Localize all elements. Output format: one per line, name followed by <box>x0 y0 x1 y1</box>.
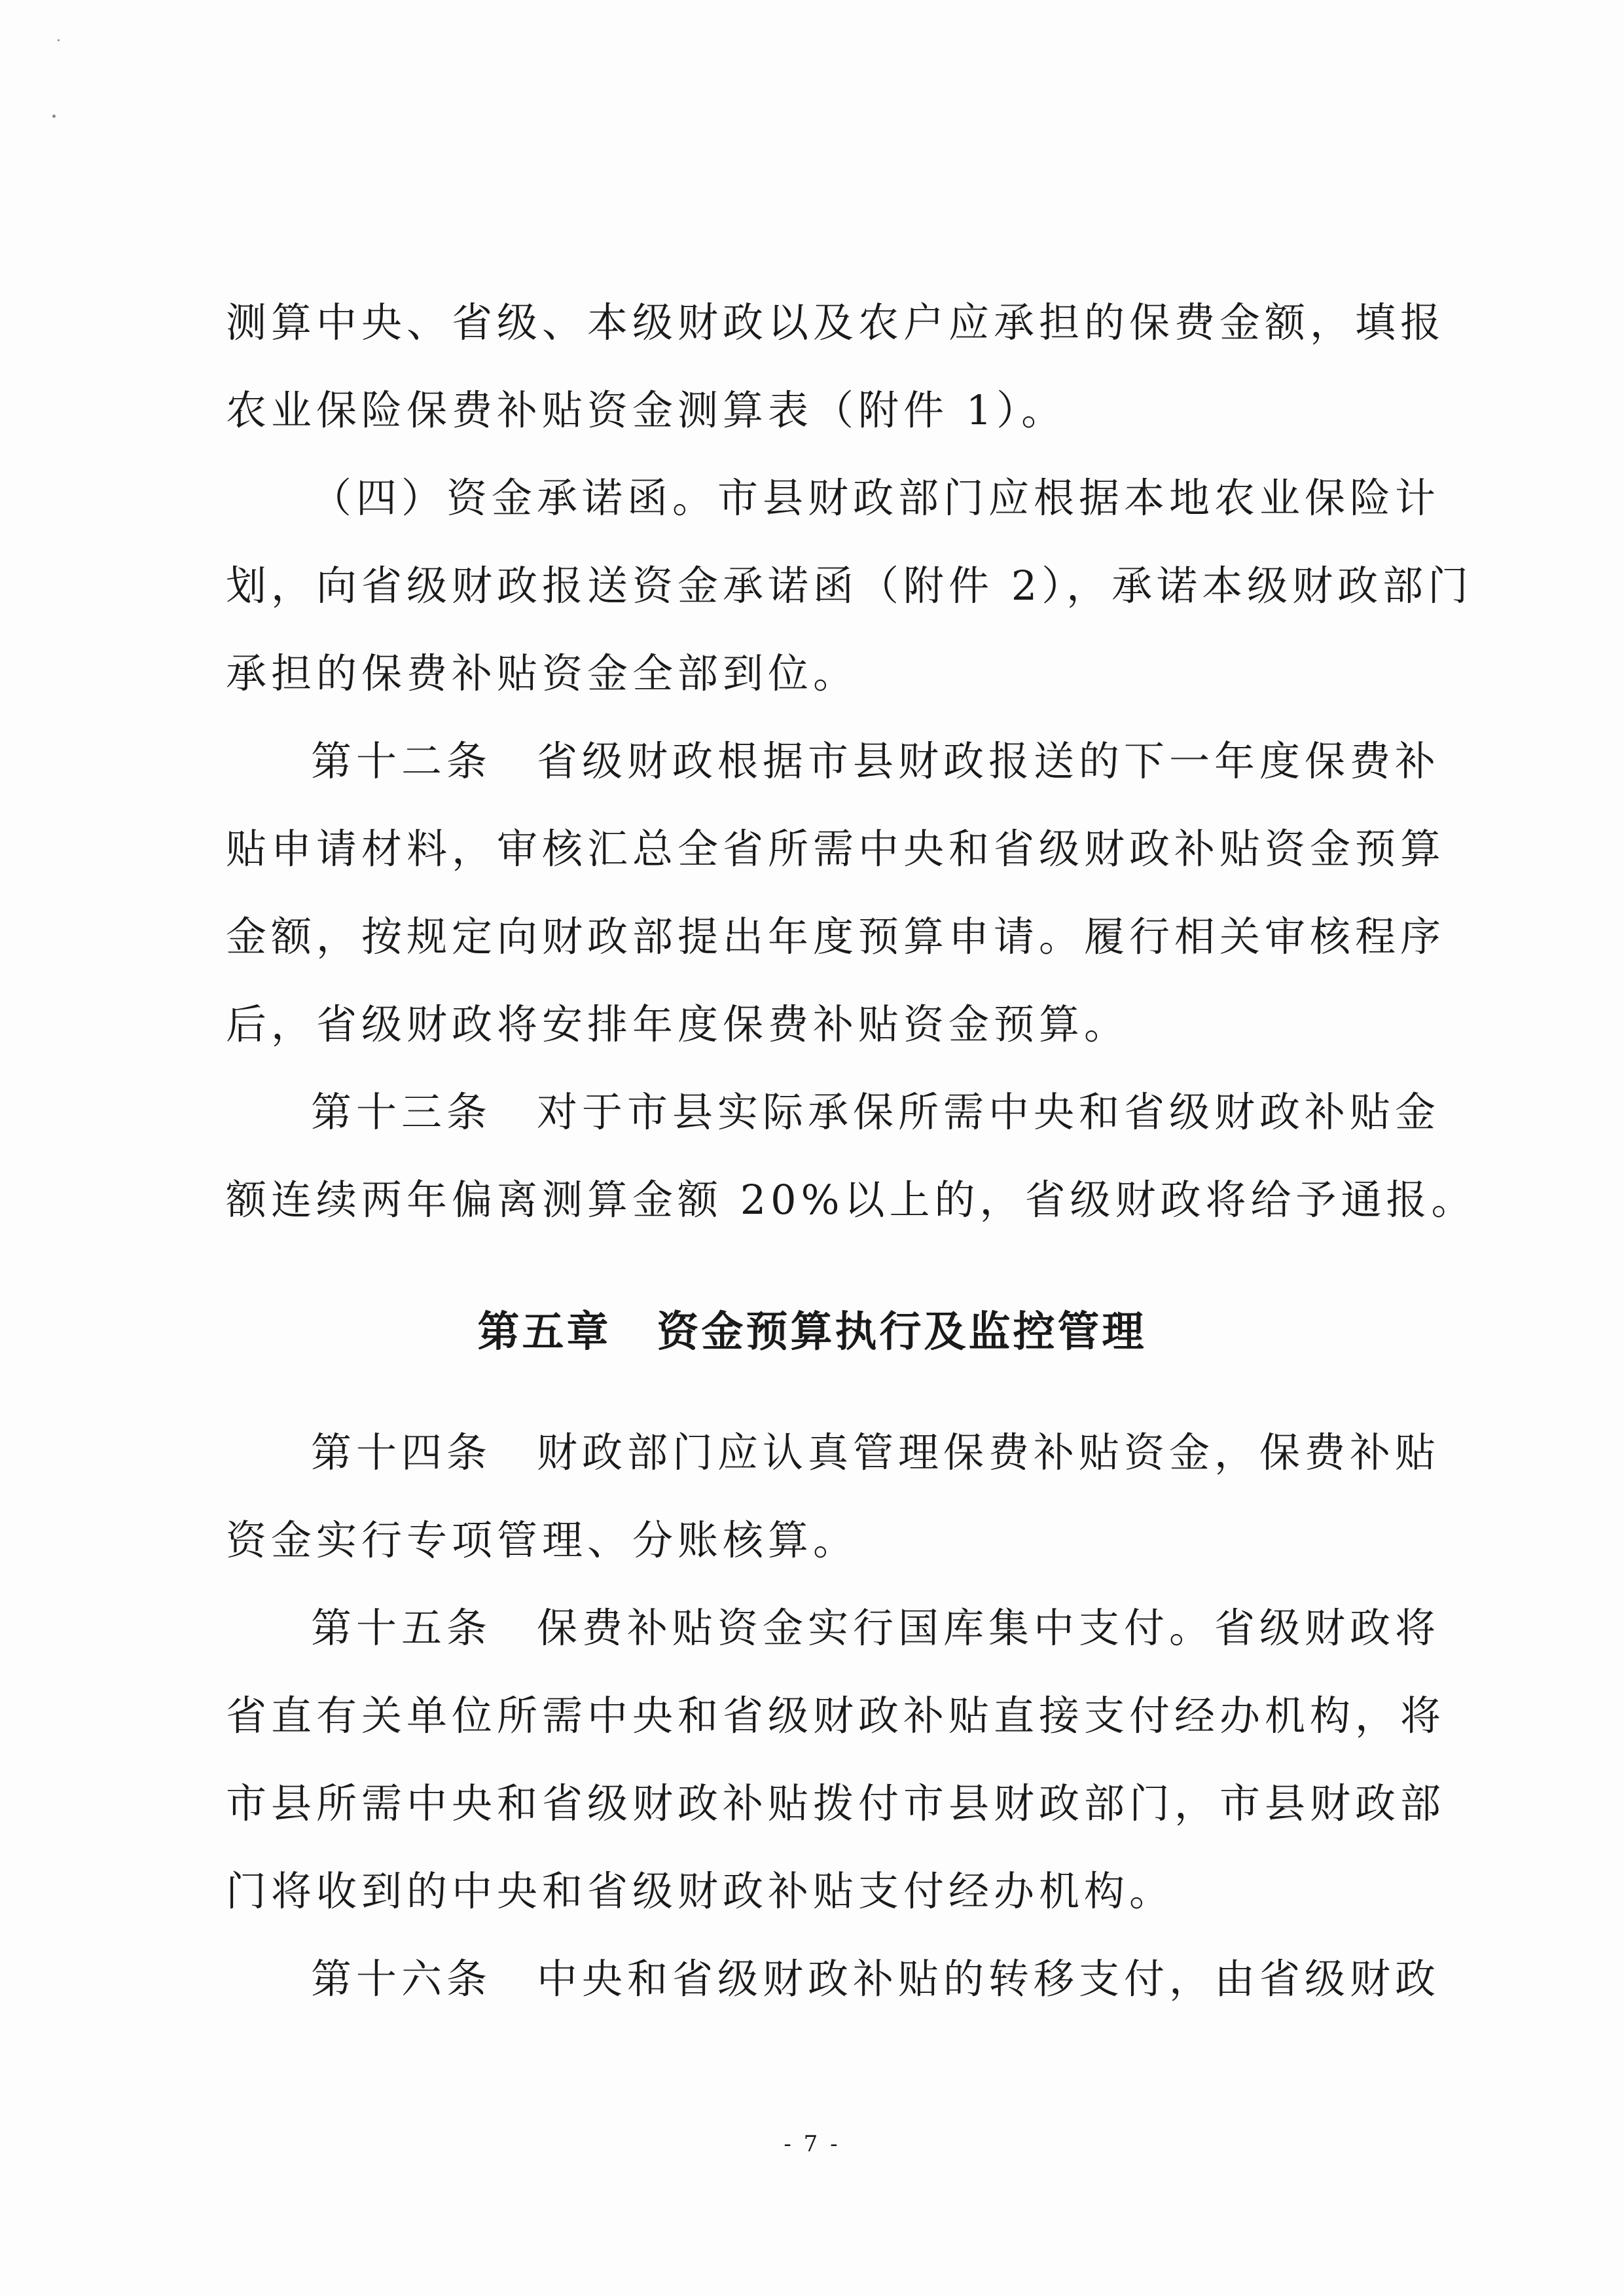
body-line: 第十二条 省级财政根据市县财政报送的下一年度保费补 <box>311 737 1441 785</box>
body-line: 市县所需中央和省级财政补贴拨付市县财政部门，市县财政部 <box>226 1779 1446 1827</box>
chapter-title: 资金预算执行及监控管理 <box>657 1308 1147 1357</box>
body-line: 第十四条 财政部门应认真管理保费补贴资金，保费补贴 <box>311 1429 1441 1476</box>
body-line: 划，向省级财政报送资金承诺函（附件 2），承诺本级财政部门 <box>226 562 1473 610</box>
body-line: 第十三条 对于市县实际承保所需中央和省级财政补贴金 <box>311 1088 1441 1136</box>
body-line: 第十五条 保费补贴资金实行国库集中支付。省级财政将 <box>311 1604 1441 1652</box>
body-line: 第十六条 中央和省级财政补贴的转移支付，由省级财政 <box>311 1955 1441 2003</box>
body-line: 贴申请材料，审核汇总全省所需中央和省级财政补贴资金预算 <box>226 825 1446 873</box>
scan-speck <box>52 115 56 118</box>
body-line: 农业保险保费补贴资金测算表（附件 1）。 <box>226 386 1067 434</box>
body-line: 额连续两年偏离测算金额 20%以上的，省级财政将给予通报。 <box>226 1176 1477 1224</box>
body-line: 后，省级财政将安排年度保费补贴资金预算。 <box>226 1000 1130 1048</box>
scan-speck <box>58 39 60 41</box>
page-number: - 7 - <box>784 2131 840 2157</box>
body-line: 省直有关单位所需中央和省级财政补贴直接支付经办机构，将 <box>226 1692 1446 1740</box>
body-line: （四）资金承诺函。市县财政部门应根据本地农业保险计 <box>311 474 1441 522</box>
chapter-heading <box>0 1298 1624 1358</box>
chapter-number: 第五章 <box>477 1308 611 1357</box>
body-line: 门将收到的中央和省级财政补贴支付经办机构。 <box>226 1867 1175 1915</box>
body-line: 承担的保费补贴资金全部到位。 <box>226 649 859 697</box>
body-line: 测算中央、省级、本级财政以及农户应承担的保费金额，填报 <box>226 299 1446 346</box>
body-line: 资金实行专项管理、分账核算。 <box>226 1516 859 1564</box>
body-line: 金额，按规定向财政部提出年度预算申请。履行相关审核程序 <box>226 913 1446 960</box>
